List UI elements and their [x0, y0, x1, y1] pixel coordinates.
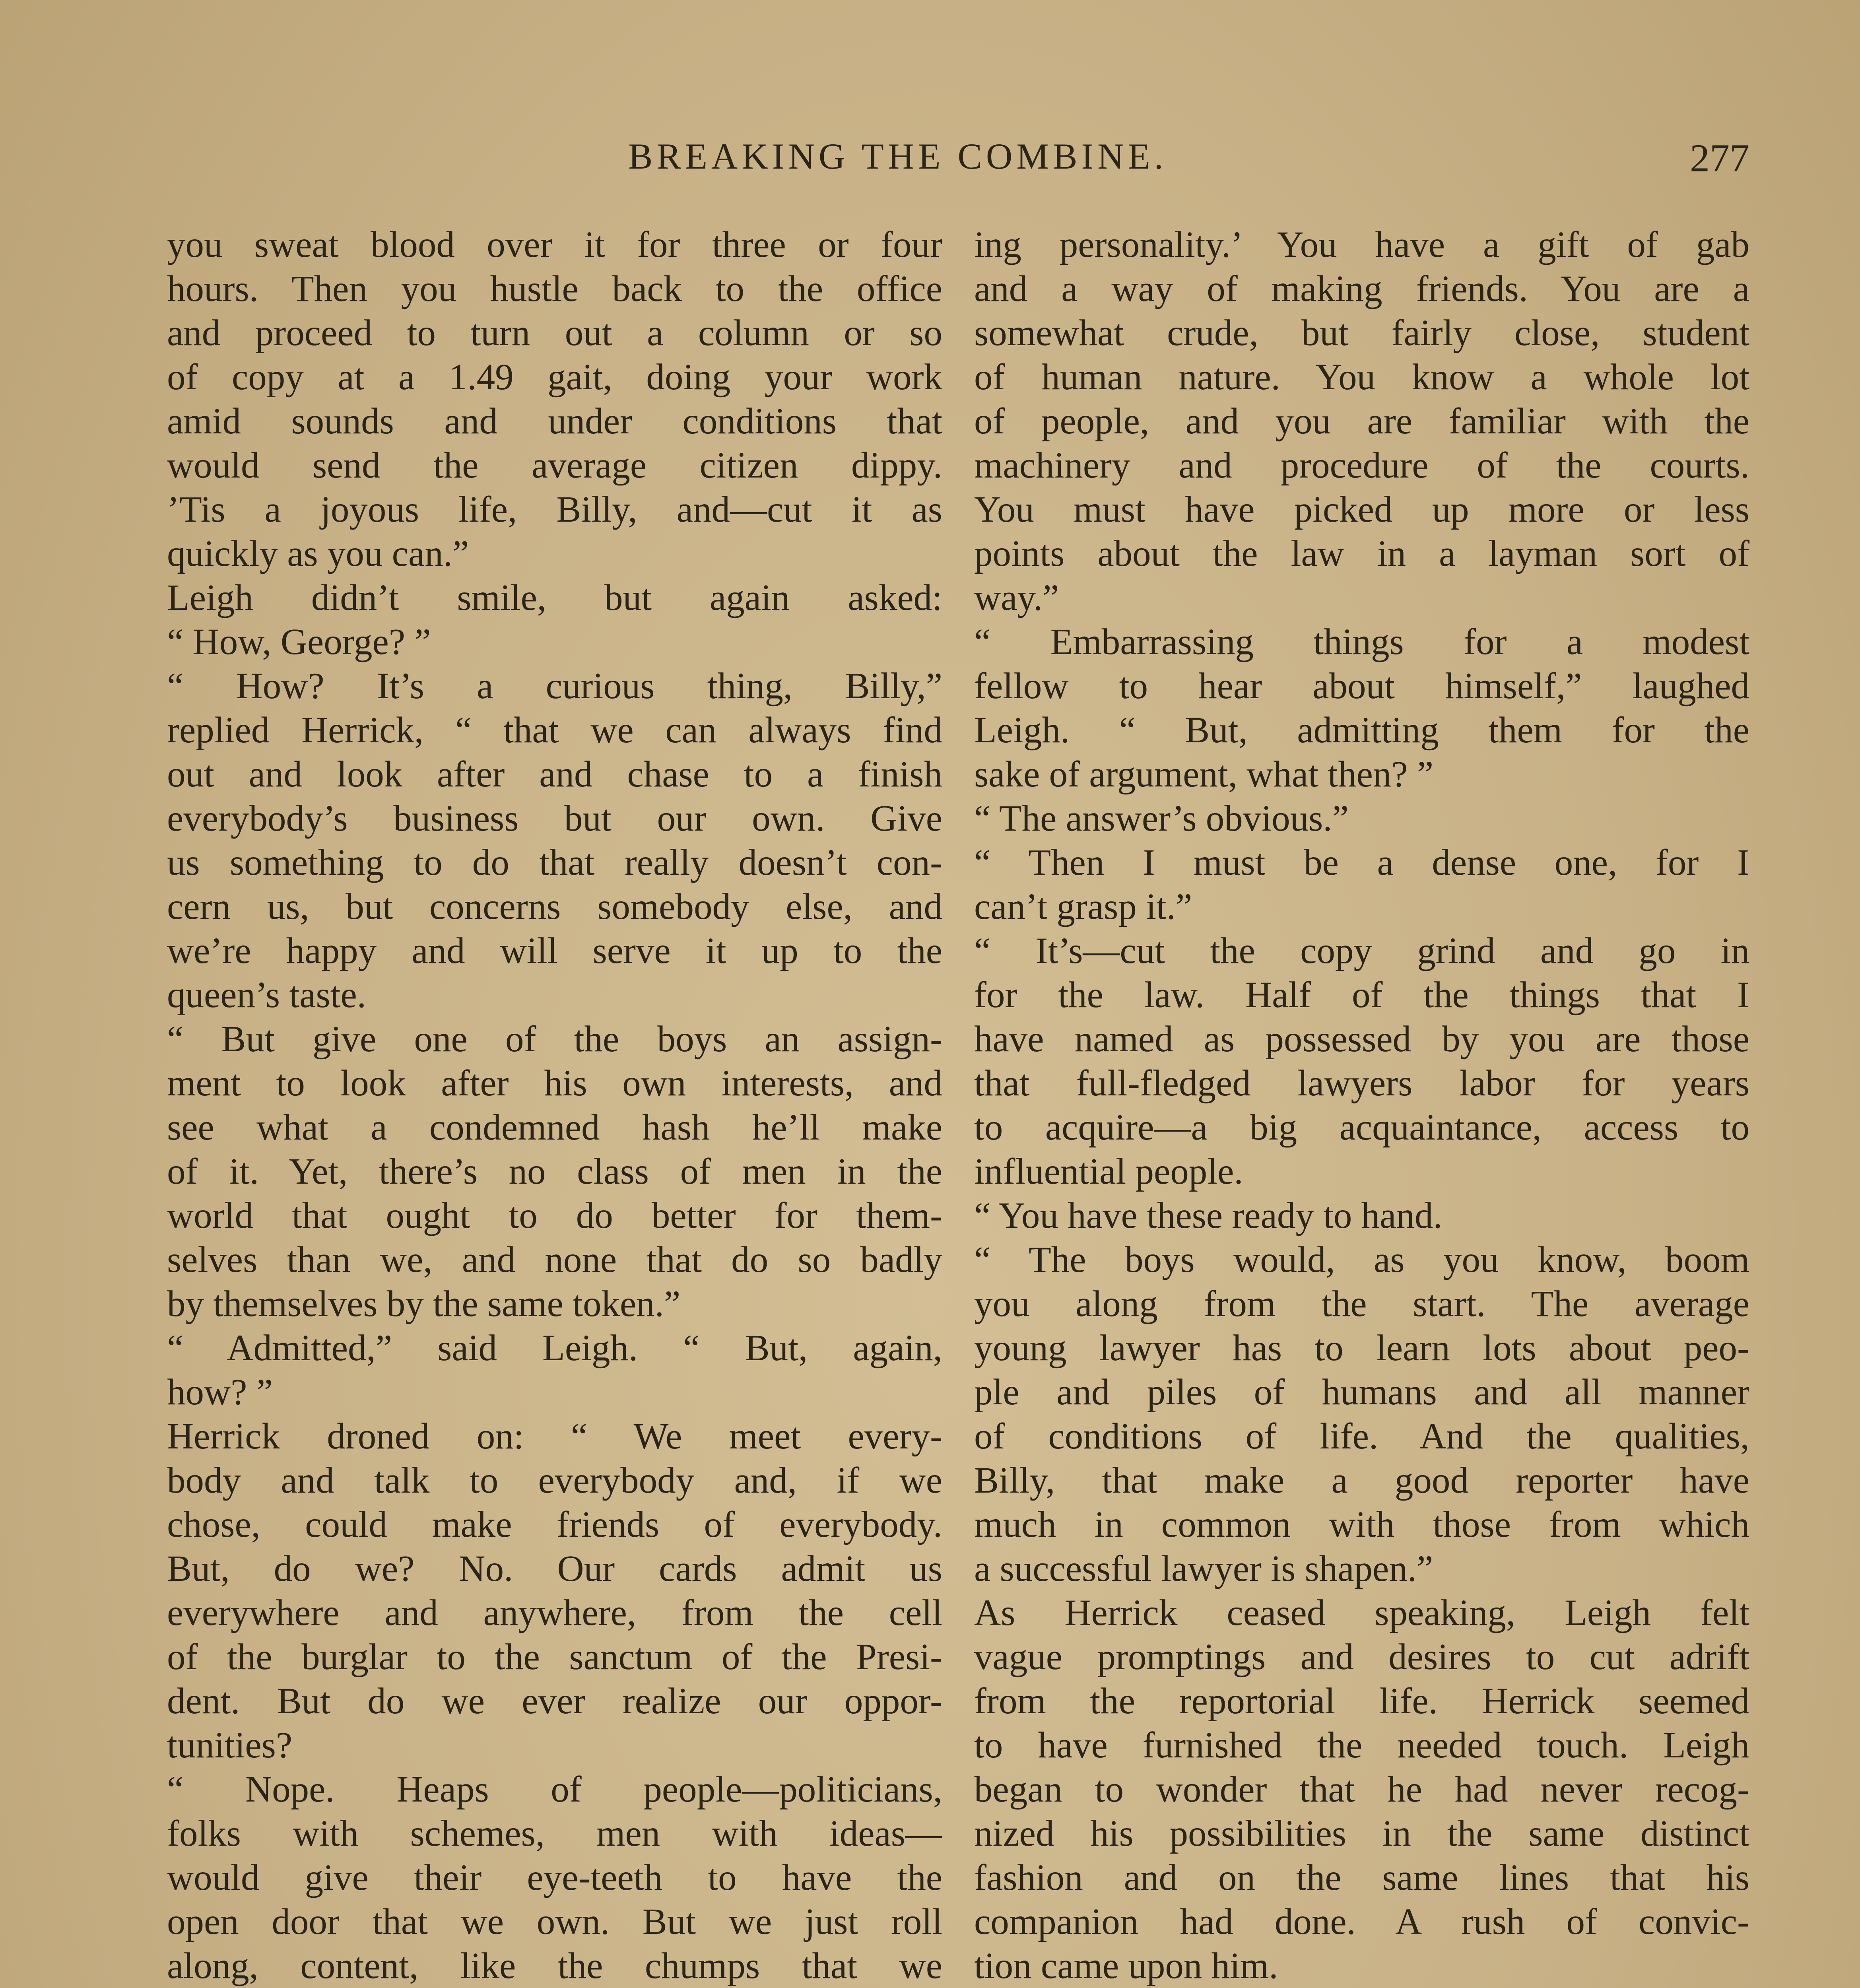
- text-line: But, do we? No. Our cards admit us: [167, 1548, 942, 1589]
- text-line: by themselves by the same token.”: [167, 1283, 681, 1324]
- text-line: “ Embarrassing things for a modest: [974, 621, 1749, 662]
- text-line: machinery and procedure of the courts.: [974, 445, 1749, 486]
- text-line: way.”: [974, 577, 1059, 618]
- text-line: “ Admitted,” said Leigh. “ But, again,: [167, 1328, 942, 1369]
- text-line: “ How, George? ”: [167, 621, 431, 662]
- text-line: sake of argument, what then? ”: [974, 754, 1434, 795]
- text-line: amid sounds and under conditions that: [167, 401, 942, 442]
- text-line: “ The answer’s obvious.”: [974, 798, 1349, 839]
- text-line: Leigh. “ But, admitting them for the: [974, 710, 1749, 751]
- text-line: of it. Yet, there’s no class of men in the: [167, 1151, 942, 1192]
- text-line: of the burglar to the sanctum of the Presi-: [167, 1637, 942, 1677]
- text-line: selves than we, and none that do so badly: [167, 1239, 942, 1280]
- text-line: folks with schemes, men with ideas—: [167, 1813, 942, 1854]
- text-line: tunities?: [167, 1725, 293, 1766]
- text-line: we’re happy and will serve it up to the: [167, 930, 942, 971]
- text-line: young lawyer has to learn lots about peo-: [974, 1328, 1749, 1369]
- text-line: and proceed to turn out a column or so: [167, 313, 942, 353]
- text-line: points about the law in a layman sort of: [974, 533, 1749, 574]
- text-line: fashion and on the same lines that his: [974, 1857, 1749, 1898]
- text-line: cern us, but concerns somebody else, and: [167, 886, 942, 927]
- text-line: out and look after and chase to a finish: [167, 754, 942, 795]
- text-line: that full-fledged lawyers labor for years: [974, 1063, 1749, 1104]
- text-line: you along from the start. The average: [974, 1283, 1749, 1324]
- text-line: would send the average citizen dippy.: [167, 445, 942, 486]
- text-line: Herrick droned on: “ We meet every-: [167, 1416, 942, 1457]
- text-line: to acquire—a big acquaintance, access to: [974, 1107, 1749, 1148]
- text-line: us something to do that really doesn’t con-: [167, 842, 942, 883]
- text-line: replied Herrick, “ that we can always find: [167, 710, 942, 751]
- text-line: companion had done. A rush of convic-: [974, 1901, 1749, 1942]
- text-line: Leigh didn’t smile, but again asked:: [167, 577, 942, 618]
- text-line: “ How? It’s a curious thing, Billy,”: [167, 666, 942, 707]
- text-line: vague promptings and desires to cut adrift: [974, 1637, 1749, 1677]
- text-line: ment to look after his own interests, and: [167, 1063, 942, 1104]
- text-line: “ But give one of the boys an assign-: [167, 1019, 942, 1060]
- text-line: queen’s taste.: [167, 975, 367, 1015]
- text-line: of conditions of life. And the qualities,: [974, 1416, 1749, 1457]
- text-line: body and talk to everybody and, if we: [167, 1460, 942, 1501]
- text-line: everybody’s business but our own. Give: [167, 798, 942, 839]
- text-line: see what a condemned hash he’ll make: [167, 1107, 942, 1148]
- text-line: from the reportorial life. Herrick seemed: [974, 1681, 1749, 1722]
- text-line: of copy at a 1.49 gait, doing your work: [167, 357, 942, 398]
- text-line: dent. But do we ever realize our oppor-: [167, 1681, 942, 1722]
- text-line: you sweat blood over it for three or four: [167, 224, 942, 265]
- text-line: everywhere and anywhere, from the cell: [167, 1592, 942, 1633]
- text-line: fellow to hear about himself,” laughed: [974, 666, 1749, 707]
- text-line: to have furnished the needed touch. Leigh: [974, 1725, 1749, 1766]
- page-header: [628, 127, 1749, 187]
- text-line: would give their eye-teeth to have the: [167, 1857, 942, 1898]
- text-line: “ It’s—cut the copy grind and go in: [974, 930, 1749, 971]
- text-line: how? ”: [167, 1372, 273, 1413]
- text-line: chose, could make friends of everybody.: [167, 1504, 942, 1545]
- text-line: world that ought to do better for them-: [167, 1195, 942, 1236]
- text-line: quickly as you can.”: [167, 533, 469, 574]
- text-line: As Herrick ceased speaking, Leigh felt: [974, 1592, 1749, 1633]
- text-line: “ Then I must be a dense one, for I: [974, 842, 1749, 883]
- text-line: “ The boys would, as you know, boom: [974, 1239, 1749, 1280]
- text-line: can’t grasp it.”: [974, 886, 1192, 927]
- text-line: and a way of making friends. You are a: [974, 268, 1749, 309]
- text-line: of human nature. You know a whole lot: [974, 357, 1749, 398]
- page-number: 277: [1690, 136, 1749, 180]
- text-line: influential people.: [974, 1151, 1243, 1192]
- text-line: somewhat crude, but fairly close, student: [974, 313, 1749, 353]
- text-line: “ You have these ready to hand.: [974, 1195, 1443, 1236]
- left-text-column: [167, 223, 942, 1988]
- text-line: nized his possibilities in the same distinct: [974, 1813, 1749, 1854]
- text-line: along, content, like the chumps that we: [167, 1945, 942, 1986]
- text-line: a successful lawyer is shapen.”: [974, 1548, 1433, 1589]
- text-line: “ Nope. Heaps of people—politicians,: [167, 1769, 942, 1810]
- text-line: You must have picked up more or less: [974, 489, 1749, 530]
- text-line: tion came upon him.: [974, 1945, 1278, 1986]
- text-line: hours. Then you hustle back to the office: [167, 268, 942, 309]
- running-head: BREAKING THE COMBINE.: [628, 136, 1167, 177]
- text-line: ’Tis a joyous life, Billy, and—cut it as: [167, 489, 942, 530]
- text-line: Billy, that make a good reporter have: [974, 1460, 1749, 1501]
- text-line: for the law. Half of the things that I: [974, 975, 1749, 1015]
- text-line: began to wonder that he had never recog-: [974, 1769, 1749, 1810]
- text-line: of people, and you are familiar with the: [974, 401, 1749, 442]
- text-line: open door that we own. But we just roll: [167, 1901, 942, 1942]
- text-line: ple and piles of humans and all manner: [974, 1372, 1749, 1413]
- text-line: ing personality.’ You have a gift of gab: [974, 224, 1749, 265]
- text-line: have named as possessed by you are those: [974, 1019, 1749, 1060]
- right-text-column: [974, 223, 1749, 1988]
- text-line: much in common with those from which: [974, 1504, 1749, 1545]
